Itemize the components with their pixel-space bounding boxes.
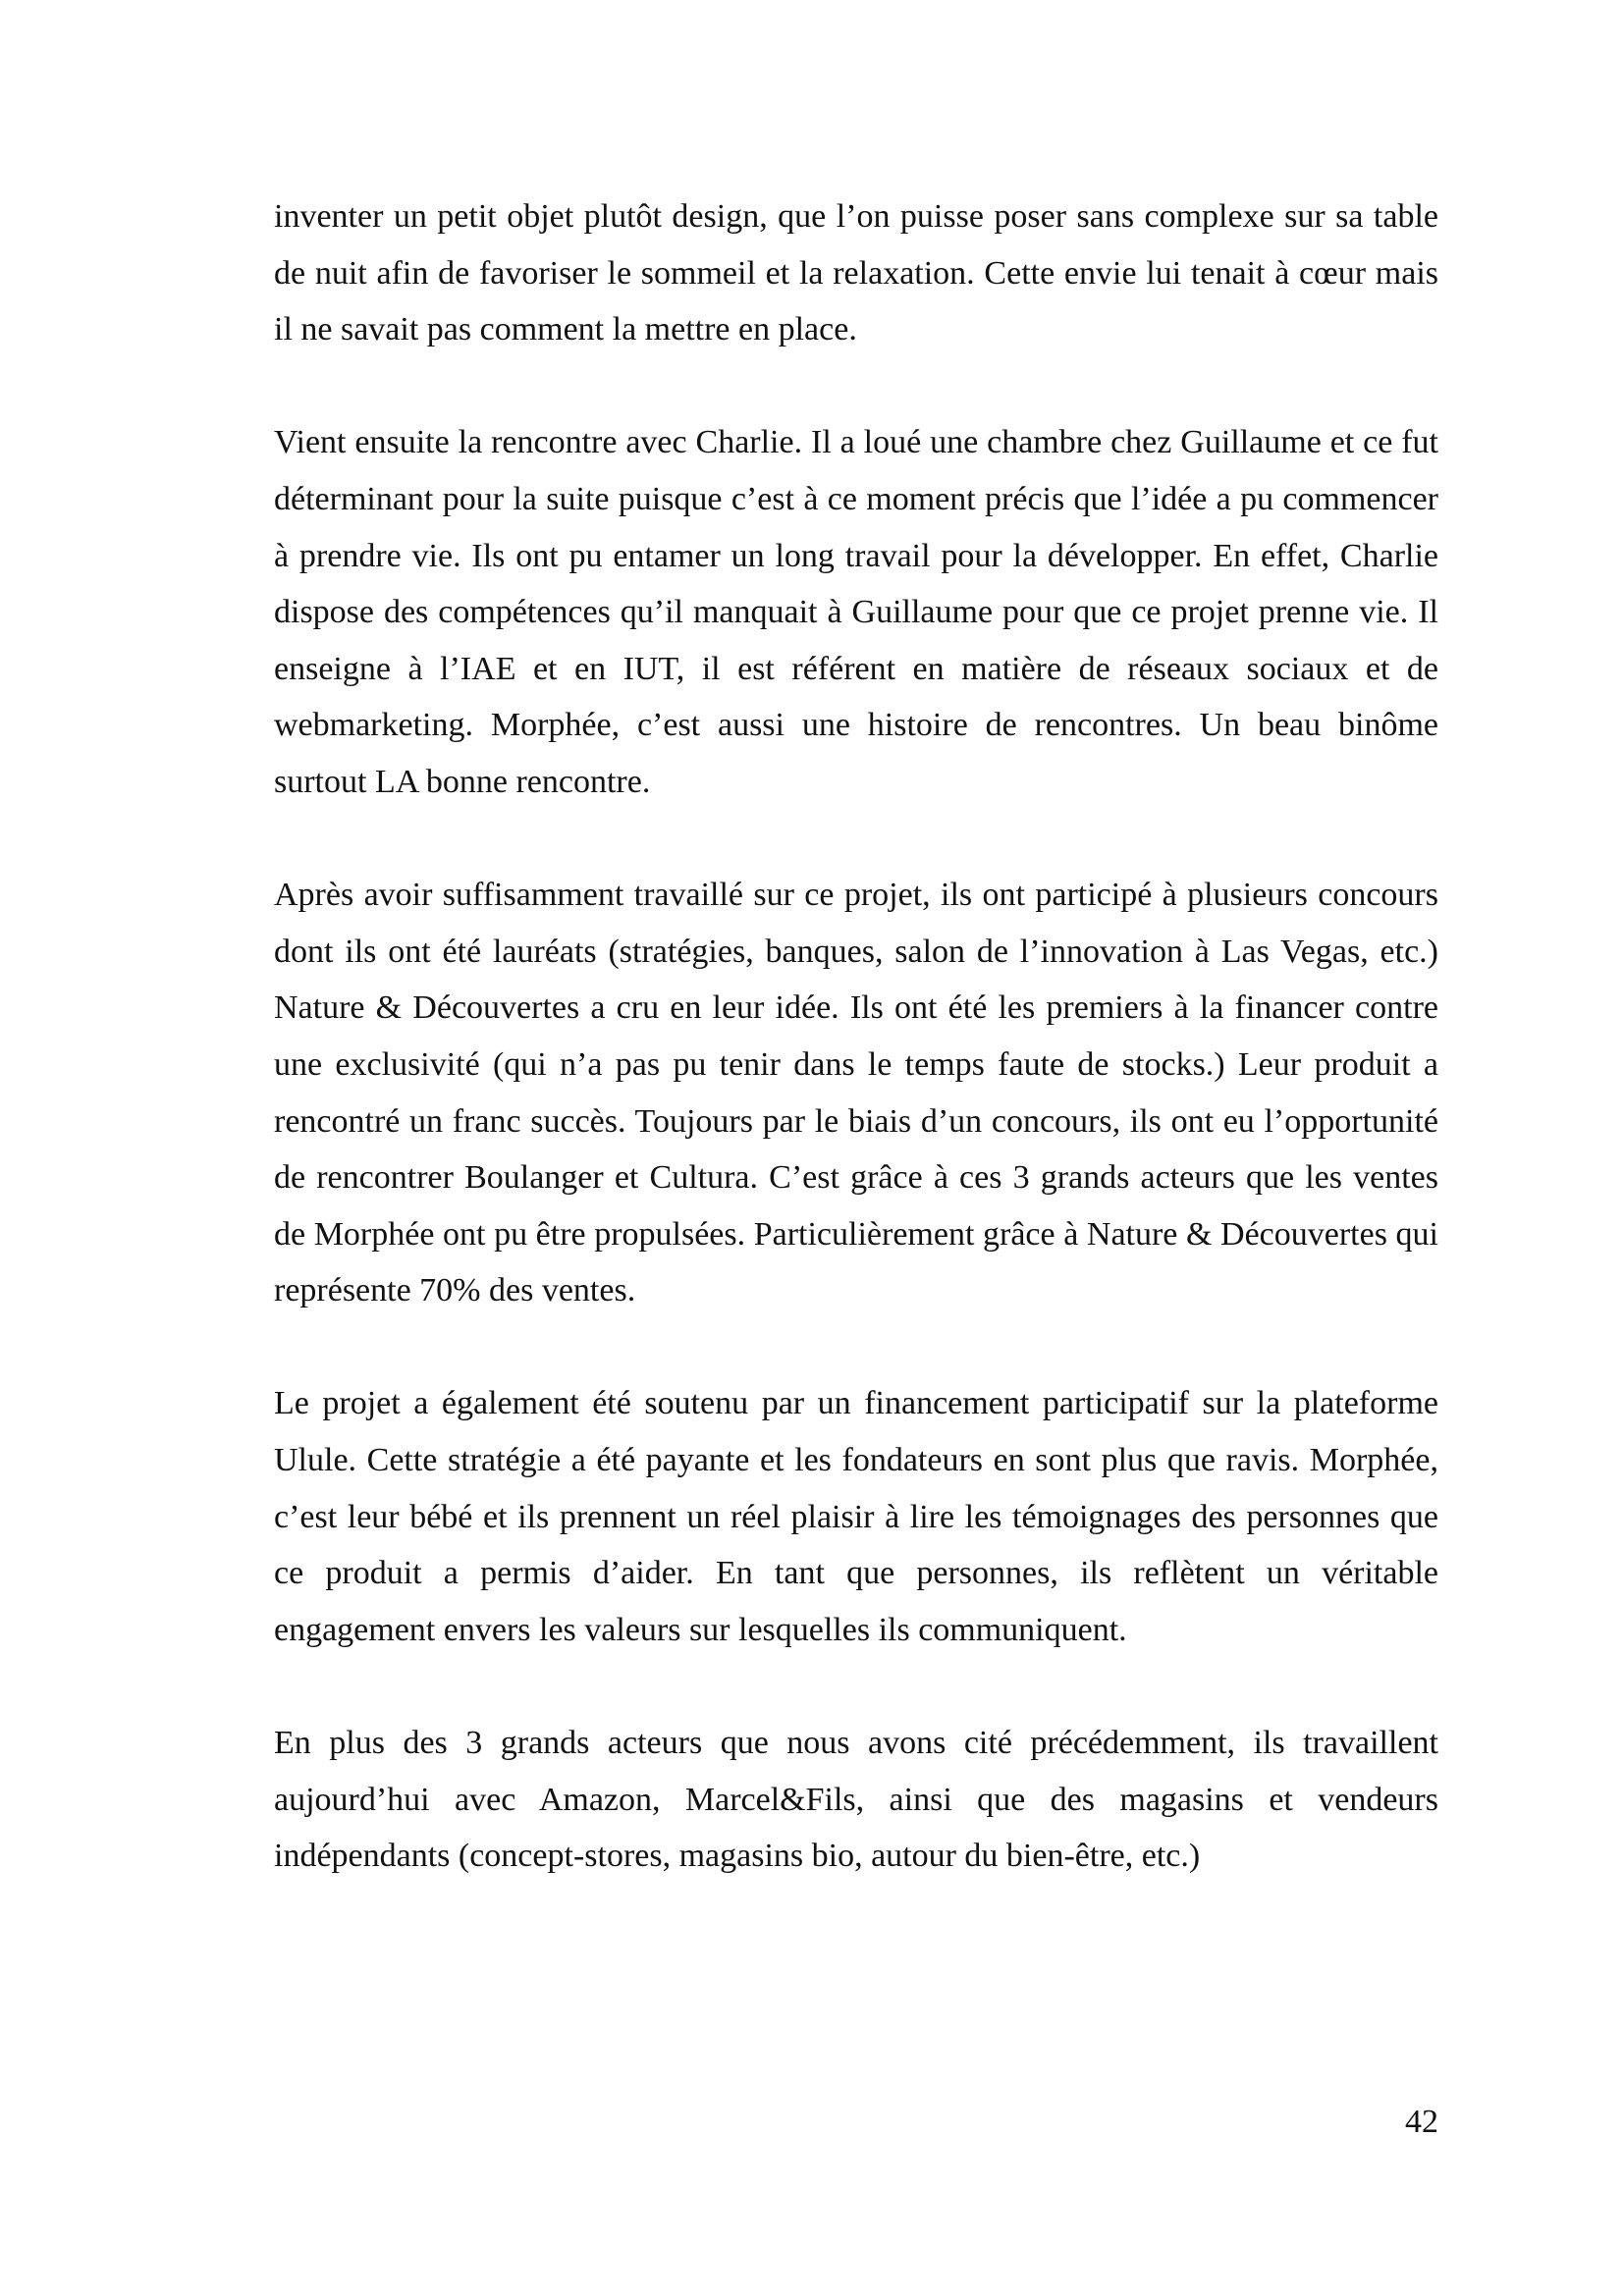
paragraph-1: inventer un petit objet plutôt design, que l’on puisse poser sans complexe sur sa table de nuit afin de favoriser le sommeil et la relaxation. Cette envie lui tenait à cœur mais il ne savait pas comment la mettre en place. <box>274 198 1438 348</box>
paragraph-2: Vient ensuite la rencontre avec Charlie. Il a loué une chambre chez Guillaume et ce fut déterminant pour la suite puisque c’est à ce moment précis que l’idée a pu commencer à prendre vie. Ils ont pu entamer un long travail pour la développer. En effet, Charlie dispose des compétences qu’il manquait à Guillaume pour que ce projet prenne vie. Il enseigne à l’IAE et en IUT, il est référent en matière de réseaux sociaux et de webmarketing. Morphée, c’est aussi une histoire de rencontres. Un beau binôme surtout LA bonne rencontre. <box>274 424 1438 800</box>
body-text <box>274 188 1438 1941</box>
paragraph-4: Le projet a également été soutenu par un financement participatif sur la plateforme Ulule. Cette stratégie a été payante et les fondateurs en sont plus que ravis. Morphée, c’est leur bébé et ils prennent un réel plaisir à lire les témoignages des personnes que ce produit a permis d’aider. En tant que personnes, ils reflètent un véritable engagement envers les valeurs sur lesquelles ils communiquent. <box>274 1385 1438 1648</box>
page-number: 42 <box>1405 2104 1438 2140</box>
paragraph-5: En plus des 3 grands acteurs que nous avons cité précédemment, ils travaillent aujourd’hui avec Amazon, Marcel&Fils, ainsi que des magasins et vendeurs indépendants (concept-stores, magasins bio, autour du bien-être, etc.) <box>274 1725 1438 1875</box>
paragraph-3: Après avoir suffisamment travaillé sur ce projet, ils ont participé à plusieurs concours dont ils ont été lauréats (stratégies, banques, salon de l’innovation à Las Vegas, etc.) Nature & Découvertes a cru en leur idée. Ils ont été les premiers à la financer contre une exclusivité (qui n’a pas pu tenir dans le temps faute de stocks.) Leur produit a rencontré un franc succès. Toujours par le biais d’un concours, ils ont eu l’opportunité de rencontrer Boulanger et Cultura. C’est grâce à ces 3 grands acteurs que les ventes de Morphée ont pu être propulsées. Particulièrement grâce à Nature & Découvertes qui représente 70% des ventes. <box>274 877 1438 1309</box>
